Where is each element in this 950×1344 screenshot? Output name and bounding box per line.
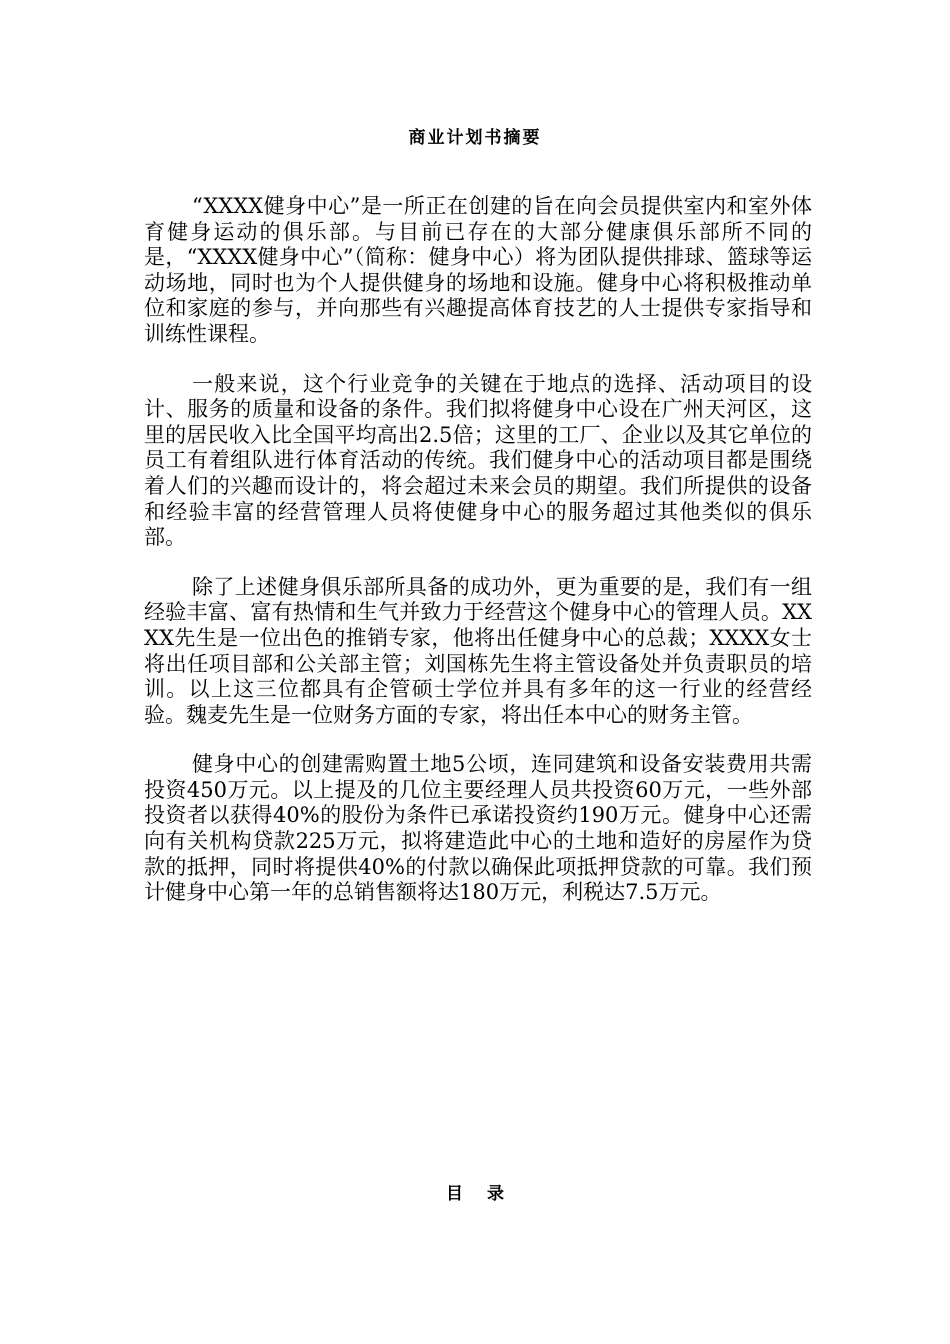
paragraph-management: 除了上述健身俱乐部所具备的成功外，更为重要的是，我们有一组经验丰富、富有热情和生气并致力于经营这个健身中心的管理人员。XXXX先生是一位出色的推销专家，他将出任健身中心的总裁；XXXX女士将出任项目部和公关部主管；刘国栋先生将主管设备处并负责职员的培训。以上这三位都具有企管硕士学位并具有多年的这一行业的经营经验。魏麦先生是一位财务方面的专家，将出任本中心的财务主管。 [144,574,812,727]
paragraph-industry: 一般来说，这个行业竞争的关键在于地点的选择、活动项目的设计、服务的质量和设备的条件。我们拟将健身中心设在广州天河区，这里的居民收入比全国平均高出2.5倍；这里的工厂、企业以及其它单位的员工有着组队进行体育活动的传统。我们健身中心的活动项目都是围绕着人们的兴趣而设计的，将会超过未来会员的期望。我们所提供的设备和经验丰富的经营管理人员将使健身中心的服务超过其他类似的俱乐部。 [144,371,812,550]
paragraph-intro: “XXXX健身中心”是一所正在创建的旨在向会员提供室内和室外体育健身运动的俱乐部。与目前已存在的大部分健康俱乐部所不同的是，“XXXX健身中心”（简称：健身中心）将为团队提供排球、篮球等运动场地，同时也为个人提供健身的场地和设施。健身中心将积极推动单位和家庭的参与，并向那些有兴趣提高体育技艺的人士提供专家指导和训练性课程。 [144,194,812,346]
paragraph-financing: 健身中心的创建需购置土地5公顷，连同建筑和设备安装费用共需投资450万元。以上提及的几位主要经理人员共投资60万元，一些外部投资者以获得40%的股份为条件已承诺投资约190万元。健身中心还需向有关机构贷款225万元，拟将建造此中心的土地和造好的房屋作为贷款的抵押，同时将提供40%的付款以确保此项抵押贷款的可靠。我们预计健身中心第一年的总销售额将达180万元，利税达7.5万元。 [144,752,812,905]
document-title: 商业计划书摘要 [408,128,542,148]
document-body [144,194,812,930]
toc-heading: 目录 [446,1184,528,1204]
